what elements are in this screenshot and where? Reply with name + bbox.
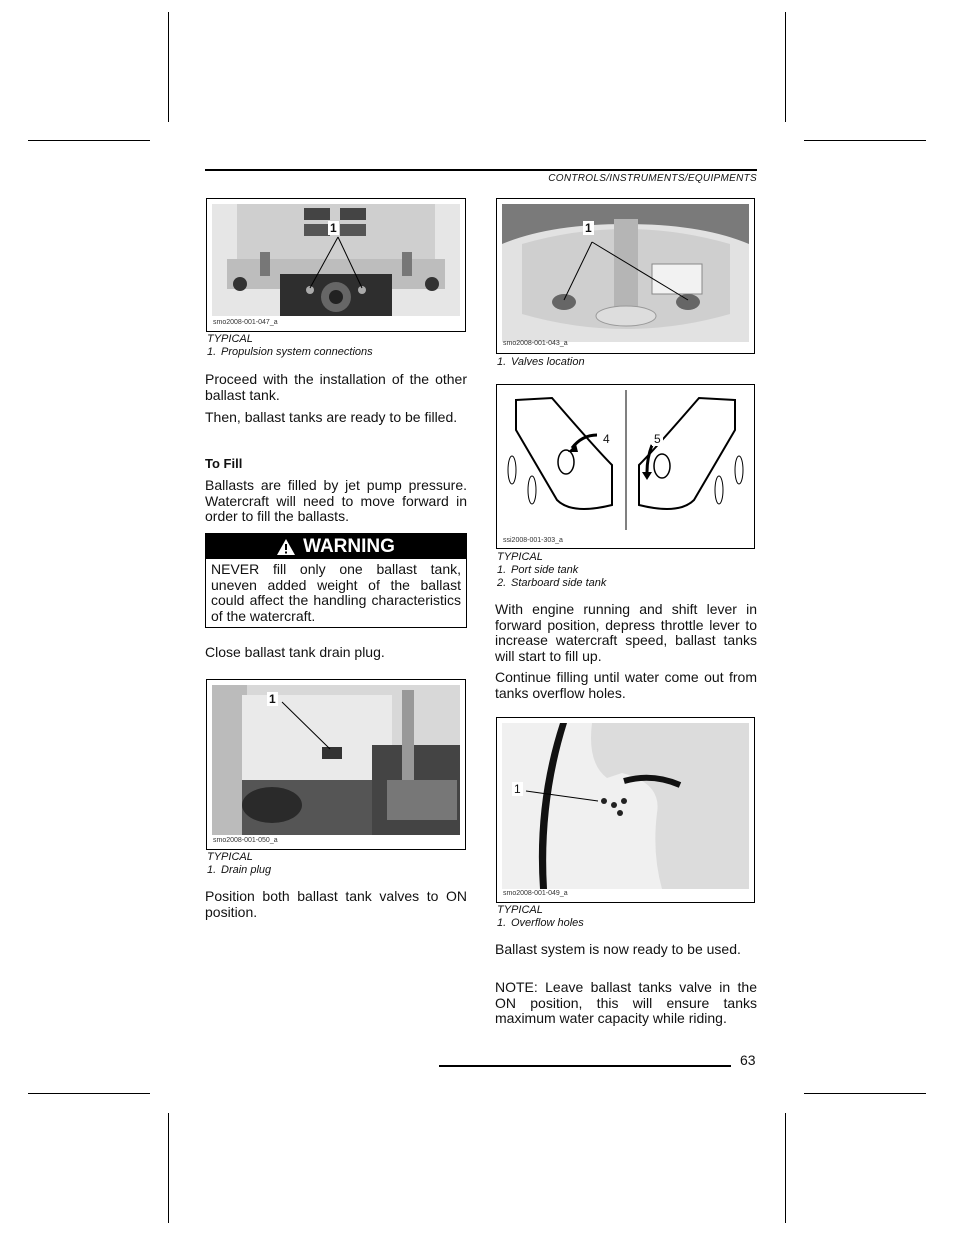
paragraph: With engine running and shift lever in forward position, depress throttle lever to increase watercraft speed, ballast tanks will start to fill up.	[495, 601, 757, 664]
drain-plug-photo	[212, 685, 460, 835]
caption-type: TYPICAL	[497, 904, 543, 916]
crop-mark	[785, 12, 786, 122]
crop-mark	[28, 140, 150, 141]
figure-caption	[497, 904, 584, 930]
figure-drain-plug	[206, 679, 466, 850]
figure-overflow-holes	[496, 717, 755, 903]
figure-code: smo2008-001-049_a	[503, 890, 568, 897]
caption-item: 1. Port side tank	[497, 564, 579, 576]
figure-code: ssi2008-001-303_a	[503, 537, 563, 544]
figure-valve-handles	[496, 384, 755, 549]
callout-1: 1	[330, 221, 337, 235]
caption-item: 1. Propulsion system connections	[207, 346, 373, 358]
crop-mark	[28, 1093, 150, 1094]
overflow-holes-photo	[502, 723, 749, 889]
paragraph: Ballasts are filled by jet pump pressure. Watercraft will need to move forward in order to fill the ballasts.	[205, 477, 467, 524]
warning-box	[205, 533, 467, 628]
caption-item: 2. Starboard side tank	[497, 577, 607, 589]
caption-type: TYPICAL	[497, 551, 543, 563]
paragraph: Ballast system is now ready to be used.	[495, 941, 741, 957]
callout-5: 5	[654, 432, 661, 446]
figure-caption	[207, 333, 373, 359]
figure-valves-location	[496, 198, 755, 354]
paragraph: Close ballast tank drain plug.	[205, 644, 385, 660]
crop-mark	[804, 140, 926, 141]
paragraph: Position both ballast tank valves to ON position.	[205, 888, 467, 920]
valves-photo	[502, 204, 749, 342]
figure-caption	[207, 851, 271, 877]
section-header: CONTROLS/INSTRUMENTS/EQUIPMENTS	[548, 173, 757, 184]
page-number: 63	[740, 1052, 756, 1068]
warning-header	[206, 534, 466, 559]
figure-code: smo2008-001-043_a	[503, 340, 568, 347]
callout-1: 1	[269, 692, 276, 706]
callout-1: 1	[514, 782, 521, 796]
footer-rule	[439, 1065, 731, 1067]
crop-mark	[804, 1093, 926, 1094]
caption-type: TYPICAL	[207, 851, 253, 863]
valve-illustration	[502, 390, 749, 530]
figure-code: smo2008-001-050_a	[213, 837, 278, 844]
section-heading: To Fill	[205, 456, 243, 471]
crop-mark	[168, 12, 169, 122]
header-rule	[205, 169, 757, 171]
paragraph: Proceed with the installation of the other ballast tank.	[205, 371, 467, 403]
caption-type: TYPICAL	[207, 333, 253, 345]
caption-item: 1. Overflow holes	[497, 917, 584, 929]
note-paragraph	[495, 980, 757, 1027]
figure-propulsion-connections	[206, 198, 466, 332]
paragraph: Continue filling until water come out from tanks overflow holes.	[495, 669, 757, 701]
figure-caption	[497, 356, 585, 369]
callout-1: 1	[585, 221, 592, 235]
figure-caption	[497, 551, 606, 590]
warning-text: NEVER fill only one ballast tank, uneven added weight of the ballast could affect the handling characteristics of the watercraft.	[211, 561, 461, 624]
crop-mark	[168, 1113, 169, 1223]
paragraph: Then, ballast tanks are ready to be filled.	[205, 409, 458, 425]
note-label: NOTE:	[495, 979, 538, 995]
warning-title: WARNING	[303, 535, 395, 557]
caption-item: 1. Valves location	[497, 356, 585, 368]
note-text: Leave ballast tanks valve in the ON position, this will ensure tanks maximum water capacity while riding.	[495, 979, 757, 1026]
crop-mark	[785, 1113, 786, 1223]
caption-item: 1. Drain plug	[207, 864, 272, 876]
warning-icon	[277, 539, 295, 555]
callout-4: 4	[603, 432, 610, 446]
figure-code: smo2008-001-047_a	[213, 319, 278, 326]
